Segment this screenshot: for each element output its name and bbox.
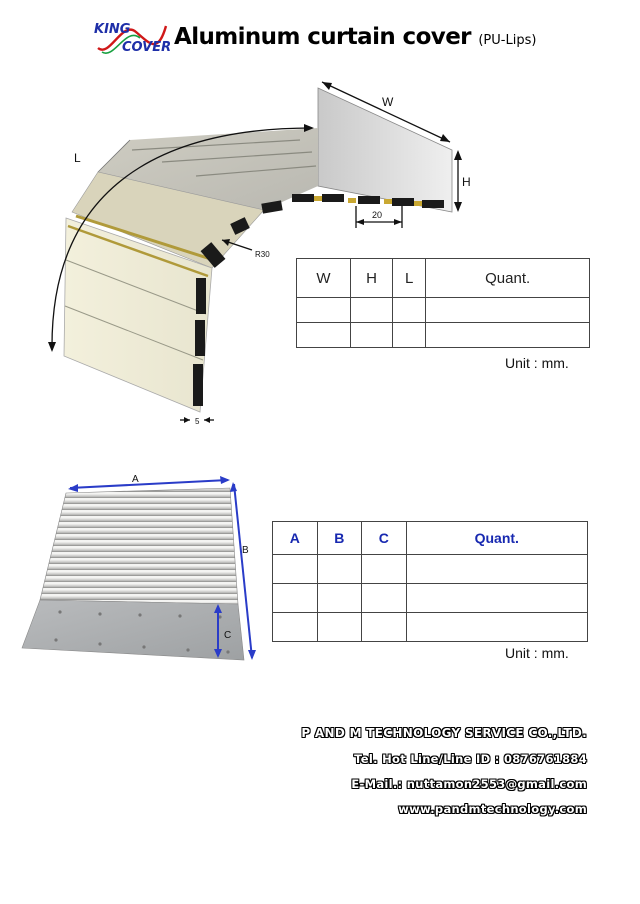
unit-label-2: Unit : mm. [505, 645, 569, 661]
contact-website[interactable]: www.pandmtechnology.com [398, 802, 587, 816]
page-title [174, 24, 536, 50]
table-cell[interactable] [406, 555, 587, 584]
table-header-row [273, 522, 588, 555]
table-cell[interactable] [317, 613, 362, 642]
table-cell[interactable] [350, 323, 392, 348]
table-cell[interactable] [406, 584, 587, 613]
header-cell-h: H [350, 259, 392, 298]
contact-email[interactable]: E-Mail.: nuttamon2553@gmail.com [351, 777, 587, 791]
table-cell[interactable] [297, 298, 351, 323]
dimensions-table-1 [296, 258, 590, 348]
table-cell[interactable] [317, 584, 362, 613]
title-main: Aluminum curtain cover [174, 24, 471, 50]
table-cell[interactable] [362, 584, 407, 613]
title-suffix: (PU-Lips) [478, 33, 537, 48]
table-cell[interactable] [297, 323, 351, 348]
dim-label-a: A [132, 474, 139, 485]
table-header-row [297, 259, 590, 298]
dim-label-20: 20 [372, 210, 383, 220]
logo-text-cover: COVER [122, 40, 172, 55]
curtain-slats [40, 488, 238, 604]
dim-label-b: B [242, 545, 249, 556]
table-cell[interactable] [426, 298, 590, 323]
table-cell[interactable] [317, 555, 362, 584]
header-cell-w: W [297, 259, 351, 298]
dim-label-h: H [462, 175, 471, 189]
dim-label-c: C [224, 630, 232, 641]
table-cell[interactable] [426, 323, 590, 348]
dim-label-l: L [74, 151, 81, 165]
header-cell-quant: Quant. [406, 522, 587, 555]
table-row [273, 584, 588, 613]
table-cell[interactable] [362, 613, 407, 642]
logo-text-king: KING [94, 22, 131, 37]
company-name: P AND M TECHNOLOGY SERVICE CO.,LTD. [301, 726, 587, 740]
dimensions-table-2 [272, 521, 588, 642]
table-cell[interactable] [362, 555, 407, 584]
table-row [273, 555, 588, 584]
header-cell-quant: Quant. [426, 259, 590, 298]
header-cell-b: B [317, 522, 362, 555]
header-cell-a: A [273, 522, 318, 555]
table-cell[interactable] [273, 584, 318, 613]
dim-label-w: W [382, 95, 394, 109]
contact-tel: Tel. Hot Line/Line ID : 0876761884 [354, 752, 587, 766]
curtain-base-plate [22, 600, 244, 660]
table-row [297, 323, 590, 348]
king-cover-logo [92, 18, 172, 60]
table-cell[interactable] [406, 613, 587, 642]
table-row [297, 298, 590, 323]
header-cell-l: L [393, 259, 426, 298]
table-cell[interactable] [350, 298, 392, 323]
curtain-cover-3d-diagram [0, 60, 640, 440]
table-cell[interactable] [273, 555, 318, 584]
table-row [273, 613, 588, 642]
table-cell[interactable] [393, 323, 426, 348]
dim-label-r30: R30 [255, 250, 270, 259]
table-cell[interactable] [393, 298, 426, 323]
header-cell-c: C [362, 522, 407, 555]
unit-label-1: Unit : mm. [505, 355, 569, 371]
table-cell[interactable] [273, 613, 318, 642]
dim-label-5: 5 [195, 417, 200, 426]
